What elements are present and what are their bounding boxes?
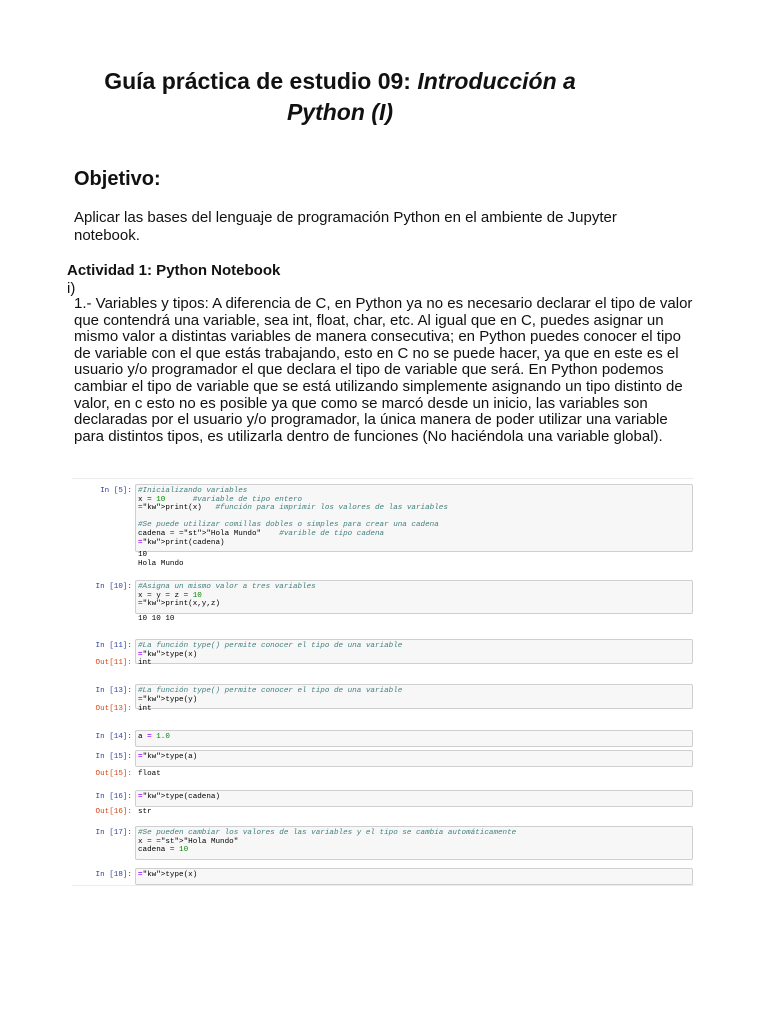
in-prompt: In [15]: — [95, 753, 132, 761]
cell-code: ="kw">type(x) — [138, 871, 198, 879]
roman-numeral: i) — [67, 280, 76, 297]
cell-output: str — [138, 808, 152, 816]
out-prompt: Out[11]: — [95, 659, 132, 667]
in-prompt: In [16]: — [95, 793, 132, 801]
cell-code: ="kw">type(a) — [138, 753, 198, 761]
cell-code: #La función type() permite conocer el tipo de una variable ="kw">type(x) — [138, 642, 403, 659]
activity-paragraph: 1.- Variables y tipos: A diferencia de C, en Python ya no es necesario declarar el tipo de valor que contendrá una variable, sea int, float, char, etc. Al igual que en C, puedes asignar un mismo valor a distintas variables de manera consecutiva; en Python puedes conocer el tipo de variable con el que estás trabajando, esto en C no se puede hacer, ya que en este es el usuario y/o programador el que declara el tipo de variable que será. En Python podemos cambiar el tipo de variable que se está utilizando simplemente asignando un tipo distinto de valor, en c esto no es posible ya que como se marcó desde un inicio, las variables son declaradas por el usuario y/o programador, la única manera de poder utilizar una variable para distintos tipos, es utilizarla dentro de funciones (No haciéndola una variable global). — [74, 295, 693, 445]
activity-heading: Actividad 1: Python Notebook — [67, 262, 281, 279]
out-prompt: Out[15]: — [95, 770, 132, 778]
title-emphasis-1: Introducción a — [417, 68, 576, 94]
out-prompt: Out[16]: — [95, 808, 132, 816]
cell-code: ="kw">type(cadena) — [138, 793, 221, 801]
title-emphasis-2: Python (I) — [286, 99, 394, 125]
document-title — [0, 66, 768, 128]
in-prompt: In [14]: — [95, 733, 132, 741]
objective-text: Aplicar las bases del lenguaje de programación Python en el ambiente de Jupyter notebook. — [74, 209, 617, 244]
cell-stdout: 10 Hola Mundo — [138, 551, 184, 568]
cell-code: a = 1.0 — [138, 733, 170, 741]
cell-code: #Se pueden cambiar los valores de las variables y el tipo se cambia automáticamente x = ="st">"Hola Mundo" cadena = 10 — [138, 829, 517, 855]
in-prompt: In [10]: — [95, 583, 132, 591]
cell-output: int — [138, 659, 152, 667]
code-cell[interactable] — [135, 730, 693, 747]
in-prompt: In [5]: — [100, 487, 132, 495]
cell-output: int — [138, 705, 152, 713]
code-cell[interactable] — [135, 868, 693, 885]
cell-code: #Asigna un mismo valor a tres variables x = y = z = 10 ="kw">print(x,y,z) — [138, 583, 316, 609]
in-prompt: In [11]: — [95, 642, 132, 650]
code-cell[interactable] — [135, 750, 693, 767]
objective-heading: Objetivo: — [74, 168, 161, 190]
cell-output: float — [138, 770, 161, 778]
in-prompt: In [13]: — [95, 687, 132, 695]
title-plain: Guía práctica de estudio 09: — [104, 68, 418, 94]
out-prompt: Out[13]: — [95, 705, 132, 713]
notebook-screenshot — [72, 478, 694, 886]
in-prompt: In [18]: — [95, 871, 132, 879]
cell-code: #Inicializando variables x = 10 #variable de tipo entero ="kw">print(x) #función para imprimir los valores de las variables #Se puede utilizar comillas dobles o simples para crear una cadena cadena = ="st">"Hola Mundo" #varible de tipo cadena ="kw">print(cadena) — [138, 487, 448, 547]
cell-stdout: 10 10 10 — [138, 615, 175, 623]
cell-code: #La función type() permite conocer el tipo de una variable ="kw">type(y) — [138, 687, 403, 704]
in-prompt: In [17]: — [95, 829, 132, 837]
